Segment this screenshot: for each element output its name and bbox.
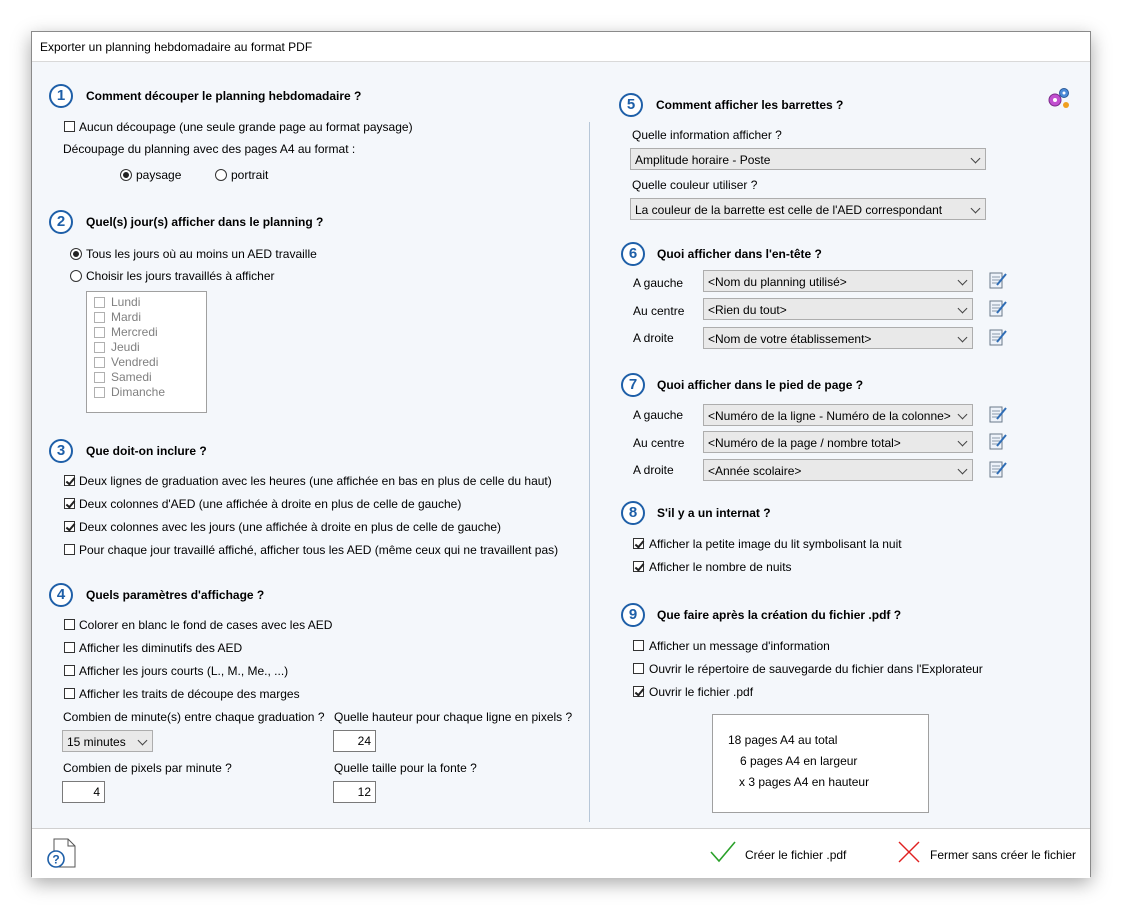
chevron-down-icon xyxy=(971,204,981,214)
footer-left-label: A gauche xyxy=(633,408,684,422)
day-item-mardi: Mardi xyxy=(111,310,142,324)
day-item-dimanche: Dimanche xyxy=(111,385,166,399)
day-checkbox[interactable] xyxy=(94,387,105,398)
display-option-checkbox[interactable] xyxy=(64,665,75,676)
display-option-label: Afficher les traits de découpe des marges xyxy=(79,687,300,701)
close-without-create-label: Fermer sans créer le fichier xyxy=(930,848,1077,862)
include-option-label: Deux colonnes d'AED (une affichée à droite en plus de celle de gauche) xyxy=(79,497,462,511)
after-option-label: Ouvrir le répertoire de sauvegarde du fichier dans l'Explorateur xyxy=(649,662,983,676)
display-option-checkbox[interactable] xyxy=(64,688,75,699)
all-days-label: Tous les jours où au moins un AED travaille xyxy=(86,247,317,261)
day-checkbox[interactable] xyxy=(94,357,105,368)
boarding-option-checkbox[interactable] xyxy=(633,561,644,572)
bar-color-select[interactable] xyxy=(630,198,986,220)
choose-days-radio[interactable] xyxy=(70,270,82,282)
choose-days-label: Choisir les jours travaillés à afficher xyxy=(86,269,275,283)
boarding-option-checkbox[interactable] xyxy=(633,538,644,549)
section-4-title: Quels paramètres d'affichage ? xyxy=(86,588,265,602)
chevron-down-icon xyxy=(958,304,968,314)
footer-right-select[interactable] xyxy=(703,459,973,481)
edit-notepad-icon[interactable] xyxy=(988,298,1008,318)
bar-color-value: La couleur de la barrette est celle de l'AED correspondant xyxy=(635,203,943,217)
landscape-radio[interactable] xyxy=(120,169,132,181)
day-checkbox[interactable] xyxy=(94,327,105,338)
section-8-number: 8 xyxy=(621,501,645,525)
include-option-label: Pour chaque jour travaillé affiché, afficher tous les AED (même ceux qui ne travaillent pas) xyxy=(79,543,559,557)
bar-info-value: Amplitude horaire - Poste xyxy=(635,153,771,167)
day-checkbox[interactable] xyxy=(94,342,105,353)
header-center-select[interactable] xyxy=(703,298,973,320)
cross-icon xyxy=(896,839,922,865)
header-left-value: <Nom du planning utilisé> xyxy=(708,275,847,289)
section-7-number: 7 xyxy=(621,373,645,397)
footer-right-value: <Année scolaire> xyxy=(708,464,802,478)
summary-total: 18 pages A4 au total xyxy=(728,733,838,747)
footer-center-value: <Numéro de la page / nombre total> xyxy=(708,436,901,450)
day-item-vendredi: Vendredi xyxy=(111,355,159,369)
chevron-down-icon xyxy=(958,333,968,343)
include-option-checkbox[interactable] xyxy=(64,544,75,555)
create-pdf-label: Créer le fichier .pdf xyxy=(745,848,847,862)
pixels-per-minute-input[interactable]: 4 xyxy=(62,781,105,803)
section-9-number: 9 xyxy=(621,603,645,627)
line-height-input[interactable]: 24 xyxy=(333,730,376,752)
portrait-radio[interactable] xyxy=(215,169,227,181)
section-1-number: 1 xyxy=(49,84,73,108)
no-cut-label: Aucun découpage (une seule grande page au format paysage) xyxy=(79,120,413,134)
include-option-label: Deux colonnes avec les jours (une affichée à droite en plus de celle de gauche) xyxy=(79,520,502,534)
day-item-samedi: Samedi xyxy=(111,370,152,384)
minutes-select[interactable] xyxy=(62,730,153,752)
section-2-number: 2 xyxy=(49,210,73,234)
display-option-checkbox[interactable] xyxy=(64,619,75,630)
header-center-label: Au centre xyxy=(633,304,685,318)
help-document-icon[interactable] xyxy=(46,837,78,869)
display-option-label: Afficher les jours courts (L., M., Me., ...) xyxy=(79,664,289,678)
section-5-title: Comment afficher les barrettes ? xyxy=(656,98,844,112)
day-item-lundi: Lundi xyxy=(111,295,141,309)
dialog-footer xyxy=(32,828,1090,878)
chevron-down-icon xyxy=(958,410,968,420)
all-days-radio[interactable] xyxy=(70,248,82,260)
edit-notepad-icon[interactable] xyxy=(988,404,1008,424)
section-5-number: 5 xyxy=(619,93,643,117)
section-8-title: S'il y a un internat ? xyxy=(657,506,771,520)
edit-notepad-icon[interactable] xyxy=(988,270,1008,290)
days-listbox[interactable] xyxy=(86,291,207,413)
chevron-down-icon xyxy=(958,465,968,475)
chevron-down-icon xyxy=(958,437,968,447)
export-pdf-dialog xyxy=(31,31,1091,877)
day-checkbox[interactable] xyxy=(94,312,105,323)
section-3-number: 3 xyxy=(49,439,73,463)
header-left-label: A gauche xyxy=(633,276,684,290)
column-divider xyxy=(589,122,590,822)
chevron-down-icon xyxy=(971,154,981,164)
font-size-label: Quelle taille pour la fonte ? xyxy=(334,761,477,775)
section-4-number: 4 xyxy=(49,583,73,607)
svg-text:?: ? xyxy=(52,852,60,867)
no-cut-checkbox[interactable] xyxy=(64,121,75,132)
after-option-checkbox[interactable] xyxy=(633,663,644,674)
footer-center-label: Au centre xyxy=(633,436,685,450)
pages-summary-box xyxy=(712,714,929,813)
header-left-select[interactable] xyxy=(703,270,973,292)
after-option-label: Ouvrir le fichier .pdf xyxy=(649,685,754,699)
header-center-value: <Rien du tout> xyxy=(708,303,787,317)
bar-info-select[interactable] xyxy=(630,148,986,170)
landscape-label: paysage xyxy=(136,168,182,182)
day-item-jeudi: Jeudi xyxy=(111,340,140,354)
include-option-checkbox[interactable] xyxy=(64,475,75,486)
a4-cut-label: Découpage du planning avec des pages A4 au format : xyxy=(63,142,356,156)
minutes-select-value: 15 minutes xyxy=(67,735,126,749)
display-option-checkbox[interactable] xyxy=(64,642,75,653)
window-title: Exporter un planning hebdomadaire au format PDF xyxy=(40,40,313,54)
include-option-checkbox[interactable] xyxy=(64,521,75,532)
edit-notepad-icon[interactable] xyxy=(988,431,1008,451)
boarding-option-label: Afficher la petite image du lit symbolisant la nuit xyxy=(649,537,902,551)
section-6-number: 6 xyxy=(621,242,645,266)
font-size-input[interactable]: 12 xyxy=(333,781,376,803)
chevron-down-icon xyxy=(958,276,968,286)
chevron-down-icon xyxy=(138,736,148,746)
section-9-title: Que faire après la création du fichier .pdf ? xyxy=(657,608,902,622)
footer-left-select[interactable] xyxy=(703,404,973,426)
after-option-checkbox[interactable] xyxy=(633,686,644,697)
section-6-title: Quoi afficher dans l'en-tête ? xyxy=(657,247,822,261)
section-2-title: Quel(s) jour(s) afficher dans le planning ? xyxy=(86,215,324,229)
bar-color-label: Quelle couleur utiliser ? xyxy=(632,178,758,192)
bar-info-label: Quelle information afficher ? xyxy=(632,128,782,142)
gears-icon[interactable] xyxy=(1046,86,1072,112)
footer-center-select[interactable] xyxy=(703,431,973,453)
edit-notepad-icon[interactable] xyxy=(988,459,1008,479)
portrait-label: portrait xyxy=(231,168,269,182)
section-3-title: Que doit-on inclure ? xyxy=(86,444,207,458)
line-height-label: Quelle hauteur pour chaque ligne en pixels ? xyxy=(334,710,573,724)
day-item-mercredi: Mercredi xyxy=(111,325,158,339)
section-1-title: Comment découper le planning hebdomadaire ? xyxy=(86,89,362,103)
include-option-checkbox[interactable] xyxy=(64,498,75,509)
edit-notepad-icon[interactable] xyxy=(988,327,1008,347)
day-checkbox[interactable] xyxy=(94,372,105,383)
header-right-label: A droite xyxy=(633,331,674,345)
after-option-label: Afficher un message d'information xyxy=(649,639,830,653)
summary-height: x 3 pages A4 en hauteur xyxy=(739,775,870,789)
include-option-label: Deux lignes de graduation avec les heures (une affichée en bas en plus de celle du haut) xyxy=(79,474,552,488)
pixels-per-minute-label: Combien de pixels par minute ? xyxy=(63,761,232,775)
boarding-option-label: Afficher le nombre de nuits xyxy=(649,560,792,574)
header-right-select[interactable] xyxy=(703,327,973,349)
footer-right-label: A droite xyxy=(633,463,674,477)
display-option-label: Afficher les diminutifs des AED xyxy=(79,641,243,655)
after-option-checkbox[interactable] xyxy=(633,640,644,651)
checkmark-icon xyxy=(708,839,738,865)
header-right-value: <Nom de votre établissement> xyxy=(708,332,872,346)
close-without-create-button[interactable] xyxy=(896,839,1076,869)
section-7-title: Quoi afficher dans le pied de page ? xyxy=(657,378,864,392)
summary-width: 6 pages A4 en largeur xyxy=(740,754,858,768)
day-checkbox[interactable] xyxy=(94,297,105,308)
title-bar xyxy=(32,32,1090,62)
footer-left-value: <Numéro de la ligne - Numéro de la colonne> xyxy=(708,409,951,423)
display-option-label: Colorer en blanc le fond de cases avec les AED xyxy=(79,618,333,632)
create-pdf-button[interactable] xyxy=(708,839,848,869)
minutes-label: Combien de minute(s) entre chaque graduation ? xyxy=(63,710,325,724)
